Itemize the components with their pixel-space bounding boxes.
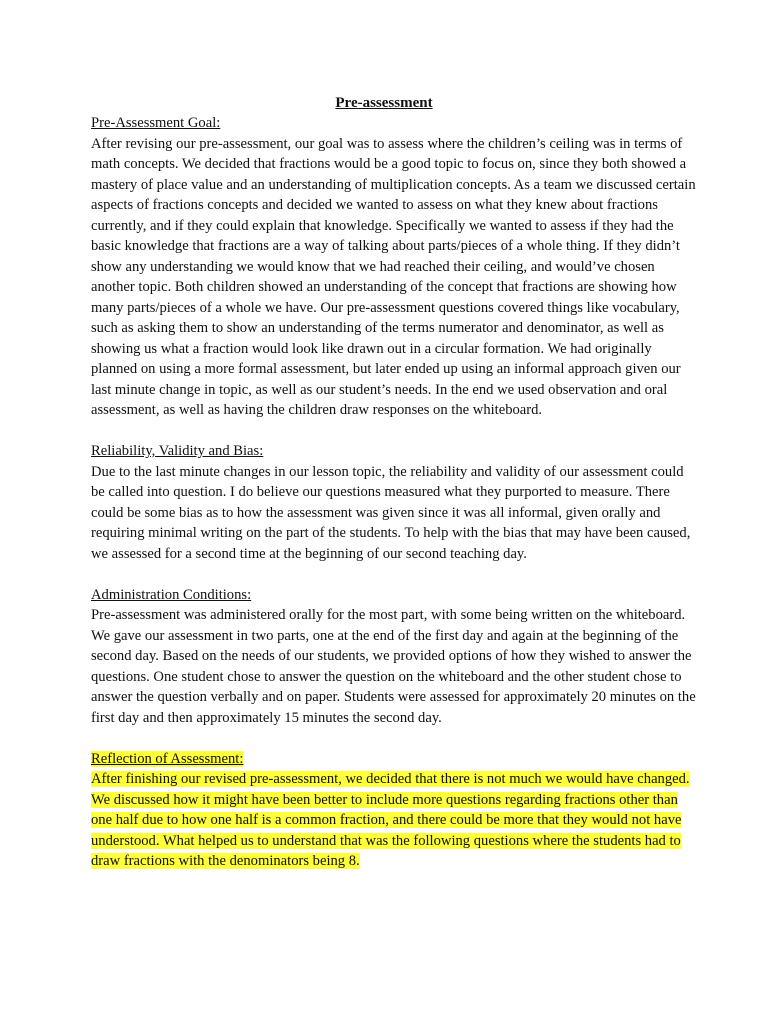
section-administration-conditions (91, 585, 697, 729)
section-heading: Reliability, Validity and Bias: (91, 443, 264, 459)
section-reliability-validity-bias (91, 441, 697, 564)
section-paragraph (91, 769, 697, 872)
section-heading: Pre-Assessment Goal: (91, 115, 221, 131)
section-reflection-of-assessment (91, 749, 697, 872)
page-title: Pre-assessment (335, 95, 433, 111)
section-paragraph: After revising our pre-assessment, our goal was to assess where the children’s ceiling was in terms of math concepts. We decided that fractions would be a good topic to focus on, since they both showed a mastery of place value and an understanding of multiplication concepts. As a team we discussed certain aspects of fractions concepts and decided we wanted to assess on what they knew about fractions currently, and if they could explain that knowledge. Specifically we wanted to assess if they had the basic knowledge that fractions are a way of talking about parts/pieces of a whole thing. If they didn’t show any understanding we would know that we had reached their ceiling, and would’ve chosen another topic. Both children showed an understanding of the concept that fractions are showing how many parts/pieces of a whole we have. Our pre-assessment questions covered things like vocabulary, such as asking them to show an understanding of the terms numerator and denominator, as well as showing us what a fraction would look like drawn out in a circular formation. We had originally planned on using a more formal assessment, but later ended up using an informal approach given our last minute change in topic, as well as our student’s needs. In the end we used observation and oral assessment, as well as having the children draw responses on the whiteboard. (91, 135, 696, 418)
section-paragraph: Due to the last minute changes in our lesson topic, the reliability and validity of our assessment could be called into question. I do believe our questions measured what they purported to measure. There could be some bias as to how the assessment was given since it was all informal, given orally and requiring minimal writing on the part of the students. To help with the bias that may have been caused, we assessed for a second time at the beginning of our second teaching day. (91, 463, 691, 562)
document-body (91, 113, 697, 892)
highlighted-heading: Reflection of Assessment: (91, 750, 244, 767)
section-heading (91, 749, 697, 770)
section-heading: Administration Conditions: (91, 586, 252, 603)
section-pre-assessment-goal (91, 113, 697, 421)
highlighted-paragraph: After finishing our revised pre-assessment, we decided that there is not much we would have changed. We discussed how it might have been better to include more questions regarding fractions other than one half due to how one half is a common fraction, and there could be more that they would not have understood. What helped us to understand that was the following questions where the students had to draw fractions with the denominators being 8. (91, 771, 690, 869)
section-paragraph: Pre-assessment was administered orally for the most part, with some being written on the whiteboard. We gave our assessment in two parts, one at the end of the first day and again at the beginning of the second day. Based on the needs of our students, we provided options of how they wished to answer the questions. One student chose to answer the question on the whiteboard and the other student chose to answer the question verbally and on paper. Students were assessed for approximately 20 minutes on the first day and then approximately 15 minutes the second day. (91, 607, 696, 726)
